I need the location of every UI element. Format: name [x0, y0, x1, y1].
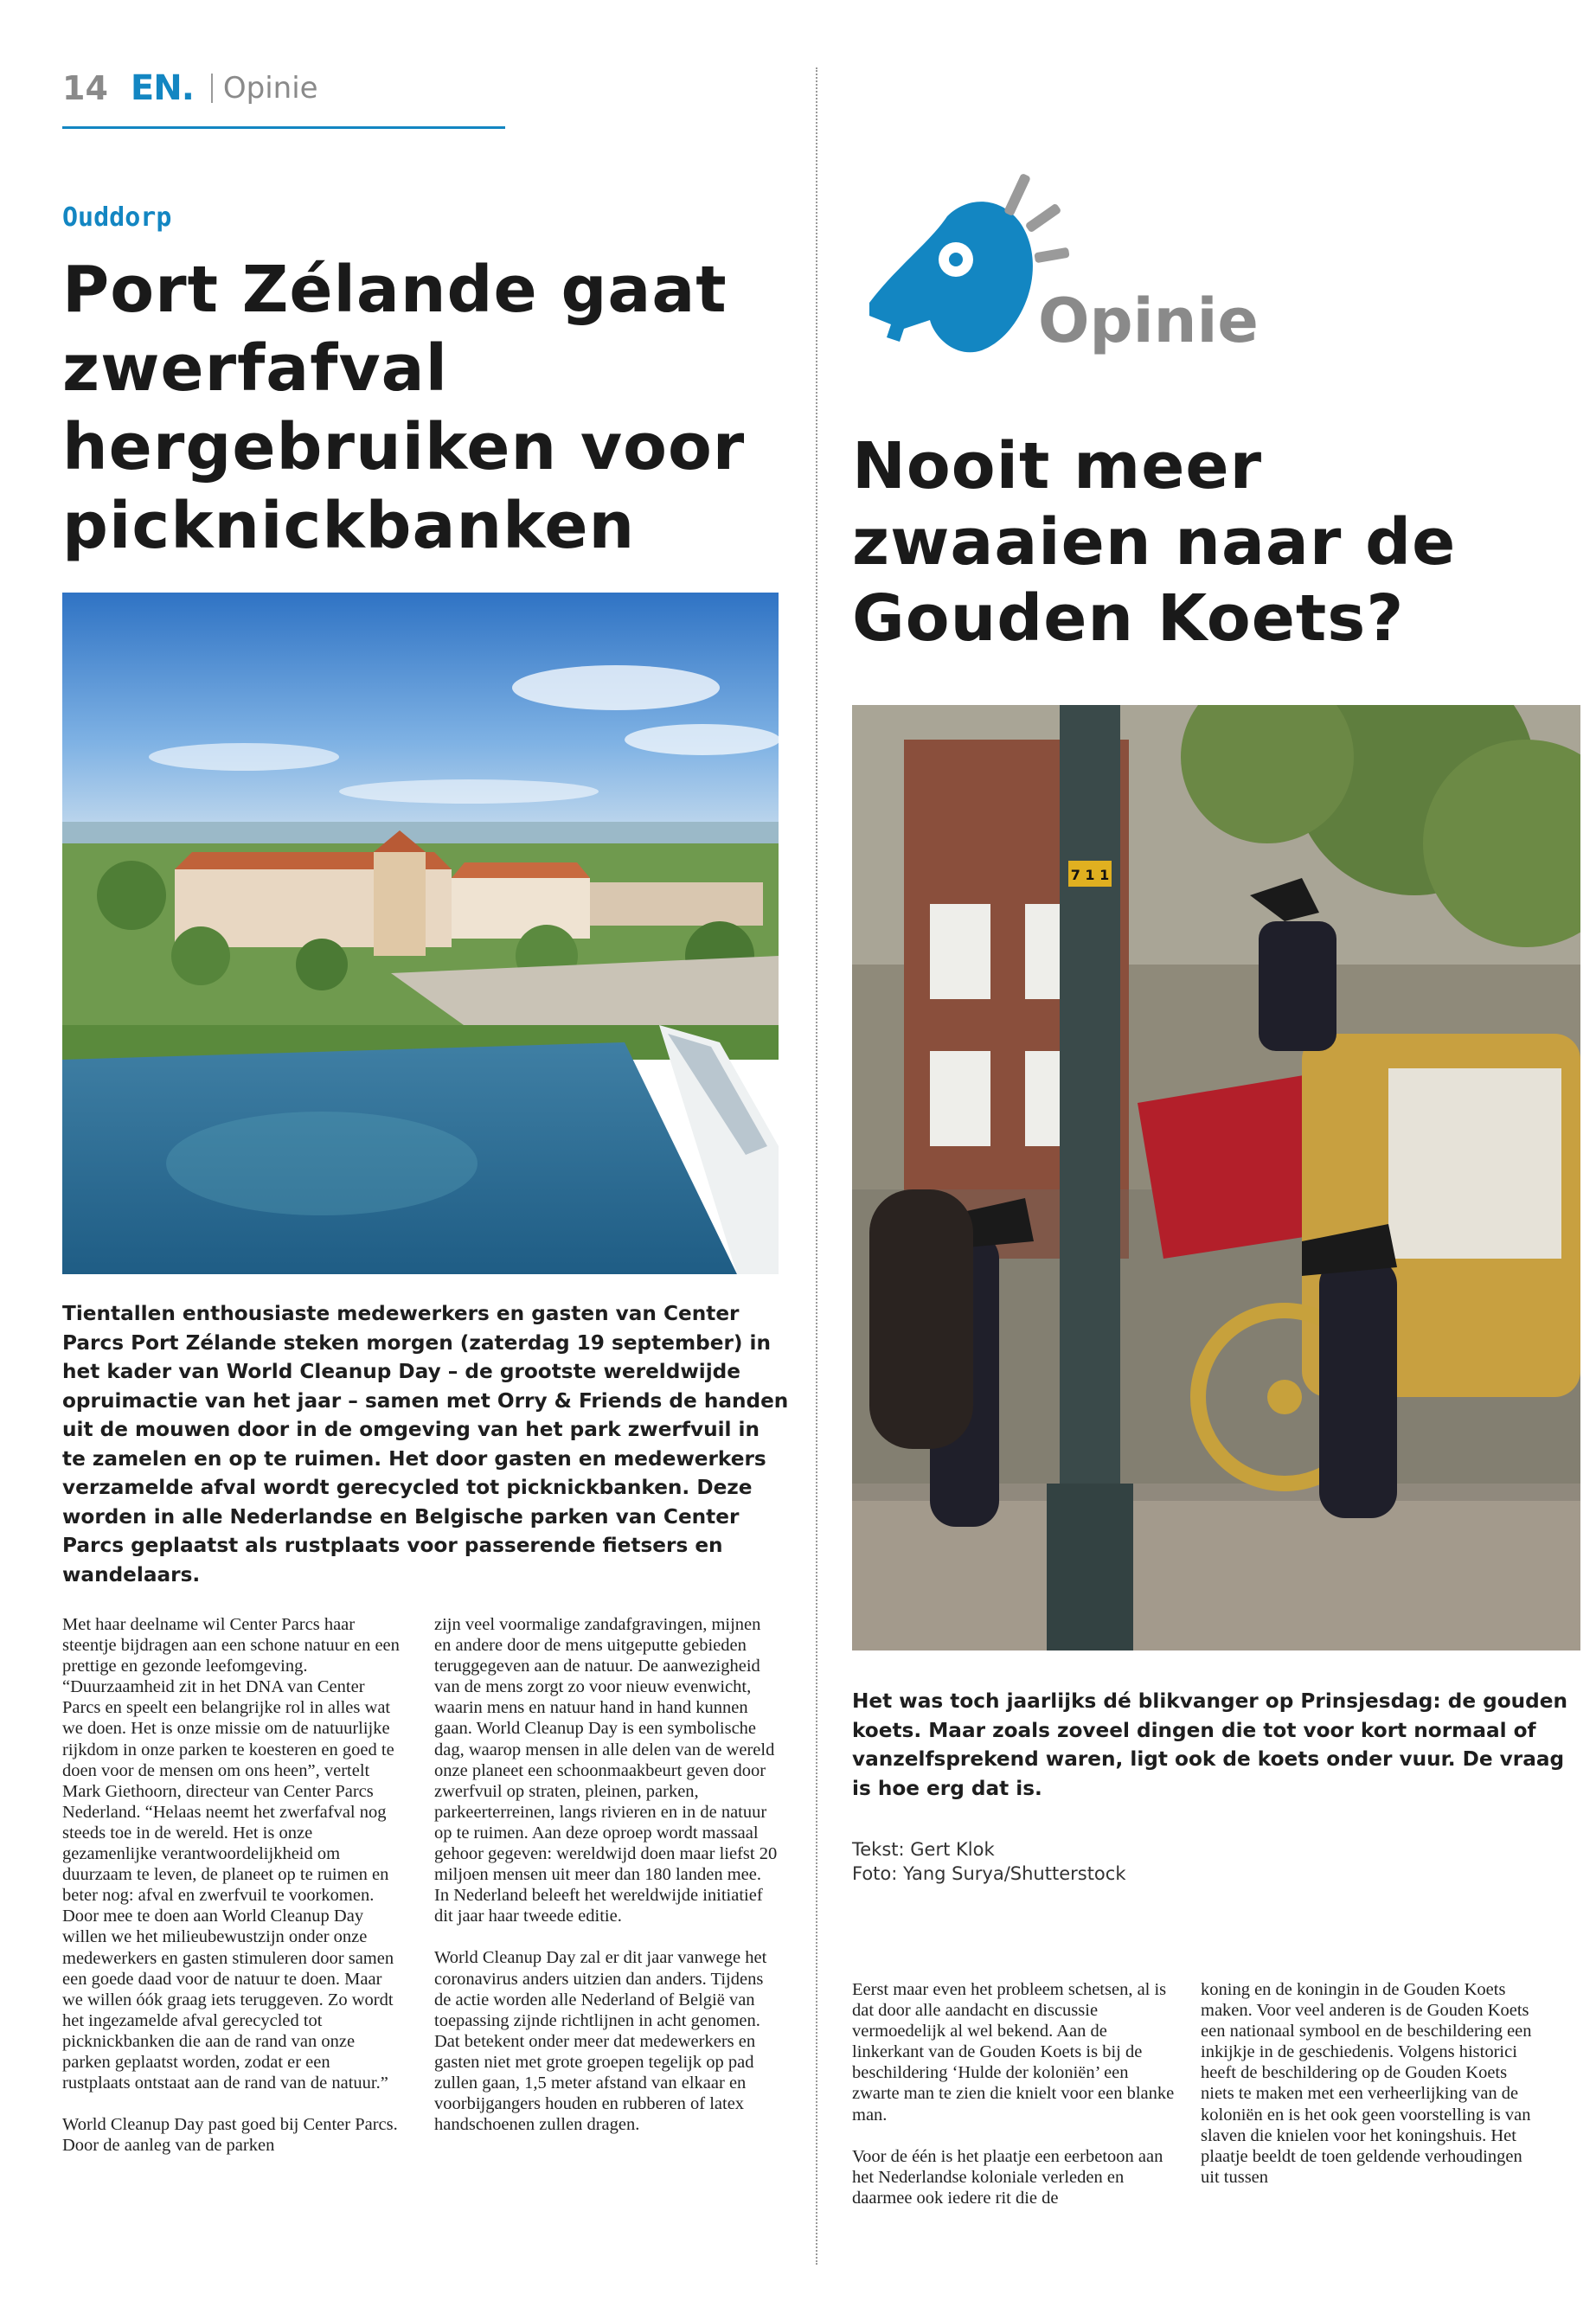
aerial-park-photo [62, 593, 779, 1274]
newspaper-logo: EN. [130, 68, 194, 108]
article-lead: Tientallen enthousiaste medewerkers en gasten van Center Parcs Port Zélande steken morgen (zaterdag 19 september) in het kader van World Cleanup Day – de grootste wereldwijde opruimactie van het jaar – samen met Orry & Friends de handen uit de mouwen door in de omgeving van het park zwerfvuil in te zamelen en op te ruimen. Het door gasten en medewerkers verzamelde afval wordt gerecycled tot picknickbanken. Deze worden in alle Nederlandse en Belgische parken van Center Parcs geplaatst als rustplaats voor passerende fietsers en wandelaars. [62, 1302, 789, 1586]
body-paragraph: Voor de één is het plaatje een eerbetoon aan het Nederlandse koloniale verleden en daarmee ook iedere rit die de [852, 2146, 1163, 2208]
article-kicker: Ouddorp [62, 202, 172, 233]
column-divider [816, 67, 817, 2265]
body-paragraph: Eerst maar even het probleem schetsen, al is dat door alle aandacht en discussie vermoedelijk al wel bekend. Aan de linkerkant van de Gouden Koets is bij de beschildering ‘Hulde der koloniën’ een zwarte man te zien die knielt voor een blanke man. [852, 1980, 1175, 2125]
text-credit: Tekst: Gert Klok [852, 1839, 995, 1860]
header-rule [62, 126, 505, 129]
opinion-body-column-2 [1201, 1979, 1538, 2208]
opinie-logo-text: Opinie [1038, 285, 1259, 356]
body-paragraph: zijn veel voormalige zandafgravingen, mijnen en andere door de mens uitgeputte gebieden teruggegeven aan de natuur. De aanwezigheid van de mens zorgt zo voor nieuw evenwicht, waarin mens en natuur hand in hand kunnen gaan. World Cleanup Day is een symbolische dag, waarop mensen in alle delen van de wereld onze planeet een schoonmaakbeurt geven door zwerfvuil op straten, pleinen, parken, parkeerterreinen, langs rivieren en in de natuur op te ruimen. Aan deze oproep wordt massaal gehoor gegeven: wereldwijd doen maar liefst 20 miljoen mensen uit meer dan 180 landen mee. In Nederland beleeft het wereldwijde initiatief dit jaar haar tweede editie. [434, 1615, 778, 1926]
photo-credit: Foto: Yang Surya/Shutterstock [852, 1863, 1126, 1884]
aerial-park-illustration [62, 593, 779, 1274]
header-separator [211, 74, 213, 103]
body-paragraph: koning en de koningin in de Gouden Koets maken. Voor veel anderen is de Gouden Koets een nationaal symbool en de beschildering een inkijkje in de geschiedenis. Volgens historici heeft de beschildering op de Gouden Koets niets te maken met een verheerlijking van de koloniën en is het ook geen voorstelling is van slaven die knielen voor het koningshuis. Het plaatje beeldt de toen geldende verhoudingen uit tussen [1201, 1980, 1532, 2187]
body-column-2 [434, 1614, 780, 2156]
opinion-body-column-1 [852, 1979, 1179, 2229]
article-credits [852, 1837, 1371, 1886]
lamp-post-number: 7 1 1 [1070, 867, 1110, 883]
body-paragraph: World Cleanup Day past goed bij Center Parcs. Door de aanleg van de parken [62, 2115, 398, 2156]
body-column-1 [62, 1614, 400, 2176]
section-name: Opinie [222, 71, 318, 106]
body-paragraph: Met haar deelname wil Center Parcs haar steentje bijdragen aan een schone natuur en een prettige en gezonde leefomgeving. “Duurzaamheid zit in het DNA van Center Parcs en speelt een belangrijke rol in alles wat we doen. Het is onze missie om de natuurlijke rijkdom in onze parken te koesteren en goed te doen voor de mensen om ons heen”, vertelt Mark Giethoorn, directeur van Center Parcs Nederland. “Helaas neemt het zwerfafval nog steeds toe in de wereld. Het is onze gezamenlijke verantwoordelijkheid om duurzaam te leven, de planeet op te ruimen en beter nog: afval en zwerfvuil te voorkomen. Door mee te doen aan World Cleanup Day willen we het milieubewustzijn onder onze medewerkers en gasten stimuleren door samen een goede daad voor de natuur te doen. Maar we willen óók graag iets teruggeven. Zo wordt het ingezamelde afval gerecycled tot picknickbanken die aan de rand van onze parken geplaatst worden, zodat er een rustplaats ontstaat aan de rand van de natuur.” [62, 1615, 400, 2093]
article-headline: Port Zélande gaat zwerfafval hergebruiken voor picknickbanken [62, 253, 746, 563]
page-number: 14 [62, 69, 108, 107]
page-header [62, 62, 318, 114]
golden-carriage-illustration [852, 705, 1580, 1650]
opinion-headline: Nooit meer zwaaien naar de Gouden Koets? [852, 429, 1457, 656]
golden-carriage-photo [852, 705, 1580, 1650]
opinie-section-logo [852, 164, 1259, 381]
body-paragraph: World Cleanup Day zal er dit jaar vanwege het coronavirus anders uitzien dan anders. Tijdens de actie worden alle Nederland of België van toepassing zijnde richtlijnen in acht genomen. Dat betekent onder meer dat medewerkers en gasten niet met grote groepen tegelijk op pad zullen gaan, 1,5 meter afstand van elkaar en voorbijgangers houden en rubberen of latex handschoenen zullen dragen. [434, 1948, 767, 2135]
opinion-lead: Het was toch jaarlijks dé blikvanger op Prinsjesdag: de gouden koets. Maar zoals zoveel dingen die tot voor kort normaal of vanzelfsprekend waren, ligt ook de koets onder vuur. De vraag is hoe erg dat is. [852, 1689, 1568, 1800]
